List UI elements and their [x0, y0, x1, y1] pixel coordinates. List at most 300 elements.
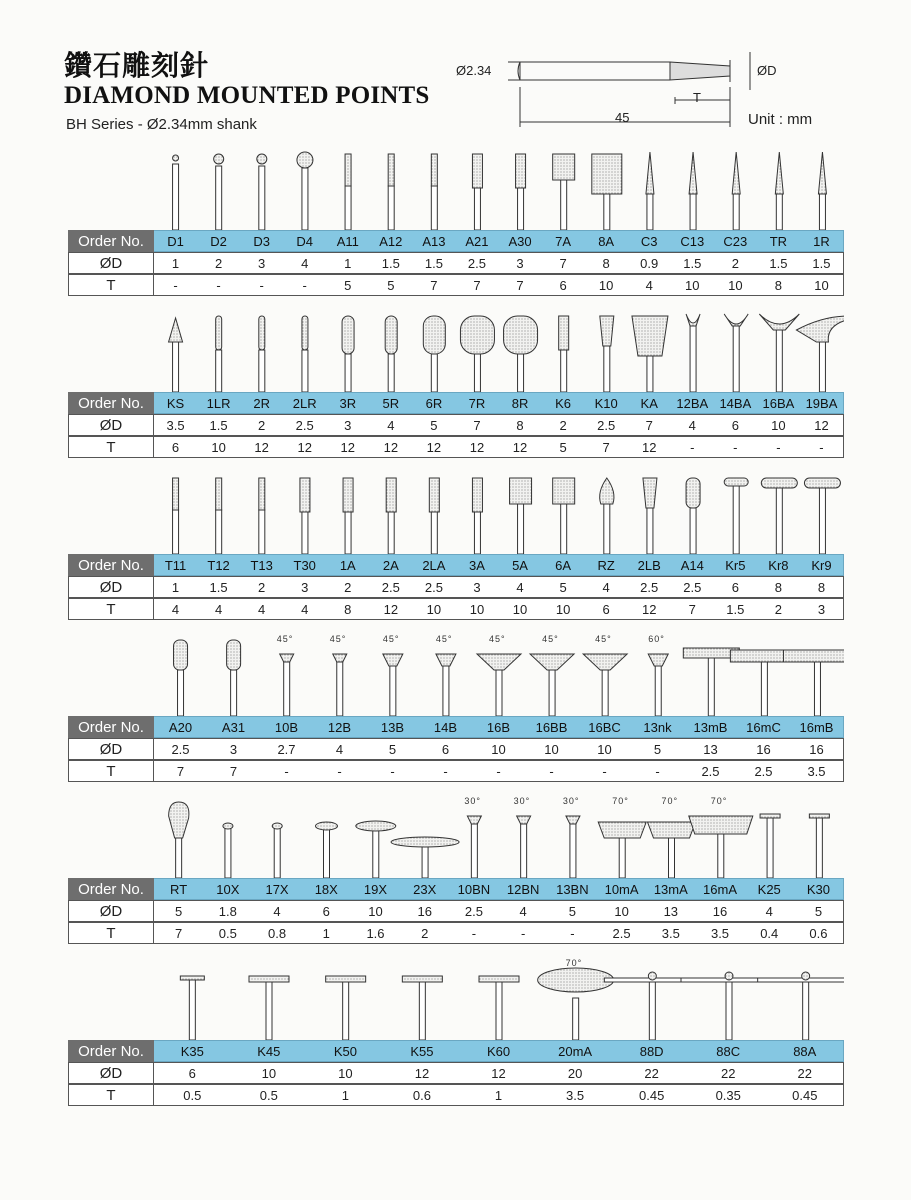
diameter-cell: 22 [797, 1065, 813, 1081]
diameter-cell: 8 [774, 579, 783, 595]
title-en: DIAMOND MOUNTED POINTS [64, 82, 430, 109]
diameter-cell: 1.5 [424, 255, 443, 271]
order-code-cell: 16mA [703, 881, 737, 897]
diameter-cell: 16 [712, 903, 728, 919]
thickness-cell: 0.4 [760, 925, 779, 941]
thickness-cell: 1 [322, 925, 330, 941]
thickness-cell: 5 [344, 277, 352, 293]
tool-drawing-D2 [214, 154, 224, 230]
tool-drawing-13B [383, 654, 403, 716]
thickness-cell: 7 [174, 925, 183, 941]
diameter-cell: 13 [703, 741, 718, 757]
order-code-cell: Kr5 [725, 557, 746, 573]
order-code-cell: 13BN [556, 881, 589, 897]
tool-drawing-D3 [257, 154, 267, 230]
thickness-cell: - [520, 925, 526, 941]
diameter-cell: 3 [473, 579, 481, 595]
thickness-cell: 7 [176, 763, 185, 779]
diameter-cell: 2.5 [295, 417, 314, 433]
order-code-cell: 13mB [693, 719, 728, 735]
diameter-cell: 2.5 [640, 579, 659, 595]
diameter-cell: 4 [301, 255, 309, 271]
diameter-cell: 5 [174, 903, 183, 919]
order-code-cell: A13 [422, 233, 446, 249]
diameter-cell: 12 [814, 417, 829, 433]
thickness-cell: - [216, 277, 221, 293]
tool-drawing-88A [758, 972, 844, 1040]
diameter-cell: 10 [491, 741, 506, 757]
thickness-cell: 12 [641, 439, 657, 455]
diameter-cell: 4 [519, 903, 527, 919]
tool-drawing-K50 [326, 976, 366, 1040]
diameter-cell: 2 [559, 417, 567, 433]
tool-drawing-16BB [530, 654, 574, 716]
order-code-cell: RT [170, 881, 188, 897]
diameter-row [68, 1062, 844, 1084]
order-code-cell: D3 [253, 233, 270, 249]
order-code-cell: 6R [425, 395, 443, 411]
thickness-cell: 6 [602, 601, 610, 617]
diameter-cell: 16 [756, 741, 771, 757]
thickness-cell: 12 [469, 439, 485, 455]
thickness-cell: 7 [430, 277, 438, 293]
tool-drawing-10X [223, 823, 233, 878]
order-code-cell: 19X [363, 881, 388, 897]
order-code-cell: 2A [382, 557, 399, 573]
product-section-1 [68, 150, 844, 296]
dimension-diagram [500, 42, 770, 132]
angle-label: 60° [648, 634, 665, 644]
order-row [68, 230, 844, 252]
diameter-row-label: ØD [68, 1062, 154, 1084]
thickness-row-label: T [68, 436, 154, 458]
thickness-cell: 12 [426, 439, 442, 455]
diameter-cell: 2 [258, 417, 266, 433]
order-row-label: Order No. [68, 392, 154, 414]
diameter-cell: 10 [368, 903, 383, 919]
order-code-cell: T11 [164, 557, 187, 573]
thickness-cell: 7 [688, 601, 696, 617]
order-code-cell: 7R [468, 395, 486, 411]
tool-drawing-TR [775, 152, 783, 230]
angle-label: 45° [276, 634, 294, 644]
diameter-cell: 12 [491, 1065, 506, 1081]
product-section-5 [68, 798, 844, 944]
thickness-cell: - [570, 925, 575, 941]
tool-drawing-A11 [345, 154, 351, 230]
diameter-cell: 10 [261, 1065, 277, 1081]
order-code-cell: 12B [327, 719, 352, 735]
diameter-cell: 4 [688, 417, 696, 433]
tool-drawing-6A [553, 478, 575, 554]
order-code-cell: 8A [598, 233, 615, 249]
order-code-cell: K60 [486, 1043, 511, 1059]
thickness-cell: 0.45 [792, 1087, 818, 1103]
thickness-cell: - [690, 439, 695, 455]
diameter-cell: 2.5 [683, 579, 702, 595]
tool-illustrations [68, 960, 844, 1040]
diameter-cell: 13 [663, 903, 679, 919]
diameter-cell: 1.5 [209, 417, 228, 433]
thickness-cell: - [602, 763, 607, 779]
diameter-cell: 5 [653, 741, 662, 757]
order-code-cell: 2LR [292, 395, 317, 411]
diameter-row [68, 900, 844, 922]
thickness-cell: - [819, 439, 824, 455]
order-code-cell: A30 [508, 233, 532, 249]
order-code-cell: 3A [469, 557, 485, 573]
diameter-row-label: ØD [68, 900, 154, 922]
order-code-cell: K50 [333, 1043, 357, 1059]
tool-drawing-T13 [259, 478, 265, 554]
diameter-cell: 2 [344, 579, 352, 595]
tool-drawing-20mA [538, 968, 614, 1040]
tool-drawing-K30 [809, 814, 829, 878]
thickness-cell: - [390, 763, 395, 779]
angle-label: 45° [489, 634, 506, 644]
thickness-cell: 4 [171, 601, 180, 617]
tool-drawing-2LR [302, 316, 308, 392]
diameter-row [68, 738, 844, 760]
thickness-row-label: T [68, 760, 154, 782]
order-code-cell: 5A [512, 557, 528, 573]
diameter-cell: 1.5 [769, 255, 788, 271]
order-code-cell: 88A [793, 1043, 817, 1059]
diameter-cell: 10 [597, 741, 612, 757]
thickness-cell: 12 [297, 439, 312, 455]
order-code-cell: C23 [723, 233, 748, 249]
tool-drawing-A12 [388, 154, 394, 230]
tool-drawing-A14 [686, 478, 700, 554]
order-code-cell: 1A [339, 557, 356, 573]
thickness-cell: - [471, 925, 477, 941]
thickness-row [68, 598, 844, 620]
order-code-cell: 2LA [422, 557, 446, 573]
diameter-cell: 1.5 [683, 255, 702, 271]
angle-label: 70° [710, 796, 728, 806]
order-code-cell: 19BA [805, 395, 838, 411]
diameter-cell: 1.5 [812, 255, 831, 271]
tool-illustrations [68, 798, 844, 878]
thickness-cell: 1 [341, 1087, 350, 1103]
order-code-cell: K55 [410, 1043, 434, 1059]
thickness-row [68, 436, 844, 458]
thickness-cell: 3.5 [566, 1087, 585, 1103]
diameter-cell: 5 [568, 903, 576, 919]
thickness-cell: 12 [383, 439, 399, 455]
diameter-cell: 22 [644, 1065, 659, 1081]
order-code-cell: D1 [167, 233, 184, 249]
order-code-cell: 88C [716, 1043, 741, 1059]
diameter-cell: 20 [567, 1065, 583, 1081]
thickness-cell: 10 [555, 601, 571, 617]
diameter-cell: 22 [720, 1065, 736, 1081]
tool-drawing-16BA [759, 314, 799, 392]
order-code-cell: T13 [250, 557, 273, 573]
order-code-cell: 10BN [457, 881, 491, 897]
diameter-cell: 8 [817, 579, 826, 595]
diameter-cell: 2.5 [464, 903, 483, 919]
tool-drawing-KS [169, 318, 183, 392]
tool-drawing-12B [333, 654, 347, 716]
diameter-cell: 6 [731, 417, 739, 433]
diameter-cell: 1 [344, 255, 352, 271]
diameter-cell: 2.5 [381, 579, 400, 595]
diameter-row [68, 252, 844, 274]
diameter-cell: 16 [809, 741, 824, 757]
thickness-cell: - [173, 277, 178, 293]
angle-label: 30° [513, 796, 531, 806]
dim-shank-label: Ø2.34 [456, 63, 492, 78]
thickness-cell: 5 [559, 439, 567, 455]
order-code-cell: D4 [296, 233, 314, 249]
thickness-cell: 0.45 [639, 1087, 665, 1103]
order-code-cell: RZ [597, 557, 615, 573]
order-code-cell: 16BB [535, 719, 568, 735]
tool-drawing-K55 [402, 976, 442, 1040]
diameter-cell: 4 [335, 741, 344, 757]
order-code-cell: 16BA [762, 395, 795, 411]
diameter-cell: 2.5 [597, 417, 616, 433]
thickness-cell: 10 [469, 601, 485, 617]
tool-drawing-8R [504, 316, 538, 392]
diameter-cell: 12 [414, 1065, 430, 1081]
thickness-row-label: T [68, 1084, 154, 1106]
tool-drawing-A13 [431, 154, 437, 230]
thickness-cell: - [655, 763, 660, 779]
thickness-cell: - [284, 763, 289, 779]
order-row-label: Order No. [68, 1040, 154, 1062]
order-code-cell: C13 [680, 233, 705, 249]
order-code-cell: C3 [640, 233, 658, 249]
order-code-cell: K35 [180, 1043, 204, 1059]
thickness-cell: 10 [685, 277, 700, 293]
thickness-cell: 0.6 [809, 925, 828, 941]
order-code-cell: K10 [594, 395, 618, 411]
dim-length-label: 45 [615, 110, 630, 125]
thickness-cell: 0.5 [259, 1087, 278, 1103]
angle-label: 70° [661, 796, 679, 806]
thickness-cell: 7 [229, 763, 238, 779]
tool-drawing-10BN [467, 816, 481, 878]
order-code-cell: 7A [555, 233, 572, 249]
thickness-cell: 6 [559, 277, 567, 293]
tool-drawing-K25 [760, 814, 780, 878]
order-code-cell: K25 [757, 881, 781, 897]
tool-drawing-7A [553, 154, 575, 230]
diameter-cell: 7 [645, 417, 653, 433]
diameter-cell: 1.5 [209, 579, 228, 595]
diameter-cell: 7 [473, 417, 481, 433]
tool-illustrations [68, 636, 844, 716]
thickness-cell: 0.6 [412, 1087, 431, 1103]
tool-drawing-1A [343, 478, 353, 554]
diameter-cell: 2.5 [424, 579, 443, 595]
thickness-cell: 7 [602, 439, 610, 455]
thickness-cell: 10 [512, 601, 528, 617]
diameter-cell: 8 [516, 417, 524, 433]
diameter-cell: 4 [602, 579, 610, 595]
diameter-cell: 6 [188, 1065, 196, 1081]
order-code-cell: 8R [511, 395, 529, 411]
thickness-cell: 3 [817, 601, 826, 617]
tool-illustrations [68, 312, 844, 392]
thickness-cell: 2.5 [612, 925, 631, 941]
diameter-cell: 1 [171, 579, 180, 595]
tool-drawing-19BA [796, 316, 844, 392]
diameter-row [68, 576, 844, 598]
unit-label: Unit : mm [748, 111, 813, 128]
tool-drawing-16B [477, 654, 521, 716]
thickness-cell: 7 [473, 277, 481, 293]
thickness-cell: 12 [340, 439, 356, 455]
tool-drawing-Kr8 [761, 478, 797, 554]
order-code-cell: 2R [253, 395, 270, 411]
order-code-cell: 1R [813, 233, 830, 249]
angle-label: 45° [595, 634, 612, 644]
diameter-cell: 1.8 [218, 903, 237, 919]
tool-drawing-14B [436, 654, 456, 716]
order-code-cell: 88D [639, 1043, 664, 1059]
diameter-cell: 6 [322, 903, 330, 919]
thickness-cell: 6 [171, 439, 180, 455]
diameter-cell: 5 [814, 903, 823, 919]
tool-drawing-1LR [216, 316, 222, 392]
order-code-cell: A20 [168, 719, 193, 735]
tool-drawing-K35 [180, 976, 204, 1040]
tool-drawing-10B [280, 654, 294, 716]
order-code-cell: 14BA [719, 395, 752, 411]
order-code-cell: 16BC [588, 719, 621, 735]
order-code-cell: TR [769, 233, 788, 249]
thickness-cell: 4 [214, 601, 223, 617]
thickness-cell: 2.5 [701, 763, 720, 779]
tool-drawing-12BN [517, 816, 531, 878]
tool-drawing-16mA [689, 816, 753, 878]
tool-drawing-A21 [472, 154, 482, 230]
diameter-cell: 7 [559, 255, 567, 271]
angle-label: 45° [542, 634, 559, 644]
angle-label: 70° [565, 958, 583, 968]
tool-drawing-7R [460, 316, 494, 392]
diameter-cell: 6 [731, 579, 739, 595]
tool-drawing-1R [818, 152, 826, 230]
tool-illustrations [68, 150, 844, 230]
thickness-cell: 2.5 [754, 763, 773, 779]
tool-drawing-C23 [732, 152, 740, 230]
order-code-cell: 20mA [558, 1043, 593, 1059]
order-code-cell: 6A [555, 557, 572, 573]
diameter-cell: 3 [516, 255, 524, 271]
diameter-cell: 10 [771, 417, 786, 433]
thickness-cell: 2 [774, 601, 783, 617]
diameter-cell: 8 [602, 255, 610, 271]
order-code-cell: 1LR [206, 395, 231, 411]
order-code-cell: K30 [806, 881, 831, 897]
diameter-cell: 2.5 [171, 741, 190, 757]
order-code-cell: T30 [293, 557, 316, 573]
order-code-cell: 16mB [799, 719, 834, 735]
product-section-4 [68, 636, 844, 782]
order-code-cell: 10X [216, 881, 240, 897]
diameter-cell: 5 [559, 579, 567, 595]
thickness-cell: 5 [387, 277, 395, 293]
tool-drawing-19X [356, 821, 396, 878]
tool-drawing-K10 [600, 316, 614, 392]
thickness-cell: 4 [645, 277, 653, 293]
thickness-row [68, 1084, 844, 1106]
order-row-label: Order No. [68, 554, 154, 576]
diameter-cell: 1 [171, 255, 180, 271]
diameter-cell: 4 [273, 903, 281, 919]
order-code-cell: A21 [465, 233, 489, 249]
tool-drawing-2A [386, 478, 396, 554]
thickness-row-label: T [68, 598, 154, 620]
order-code-cell: 10mA [604, 881, 639, 897]
order-code-cell: 5R [382, 395, 400, 411]
diameter-row-label: ØD [68, 252, 154, 274]
thickness-cell: 12 [383, 601, 399, 617]
tool-drawing-D4 [297, 152, 313, 230]
dim-head-label: ØD [757, 63, 777, 78]
tool-drawing-6R [423, 316, 445, 392]
tool-drawing-T30 [300, 478, 310, 554]
tool-drawing-13mA [648, 822, 696, 878]
thickness-cell: 3.5 [807, 763, 826, 779]
tool-drawing-RZ [600, 478, 614, 554]
thickness-cell: 10 [426, 601, 442, 617]
diameter-cell: 0.9 [640, 255, 659, 271]
angle-label: 45° [435, 634, 453, 644]
diameter-cell: 16 [417, 903, 432, 919]
thickness-cell: 10 [814, 277, 829, 293]
order-row [68, 716, 844, 738]
thickness-cell: 12 [641, 601, 657, 617]
thickness-cell: 8 [774, 277, 783, 293]
thickness-cell: 0.35 [715, 1087, 741, 1103]
thickness-cell: 4 [258, 601, 266, 617]
order-code-cell: KA [640, 395, 658, 411]
angle-label: 70° [612, 796, 629, 806]
tool-drawing-17X [272, 823, 282, 878]
thickness-row-label: T [68, 922, 154, 944]
product-section-3 [68, 474, 844, 620]
diameter-row [68, 414, 844, 436]
order-code-cell: K6 [555, 395, 572, 411]
diameter-cell: 3 [301, 579, 309, 595]
order-code-cell: A12 [379, 233, 403, 249]
order-code-cell: 14B [433, 719, 458, 735]
order-code-cell: KS [166, 395, 185, 411]
tool-drawing-A20 [174, 640, 188, 716]
tool-drawing-10mA [598, 822, 646, 878]
angle-label: 45° [382, 634, 400, 644]
tool-drawing-14BA [724, 314, 748, 392]
thickness-cell: 12 [512, 439, 528, 455]
diameter-cell: 2.7 [277, 741, 296, 757]
thickness-cell: - [733, 439, 738, 455]
order-code-cell: A31 [221, 719, 246, 735]
thickness-cell: 1.6 [366, 925, 385, 941]
tool-drawing-K6 [559, 316, 569, 392]
tool-drawing-16mB [783, 650, 844, 716]
thickness-cell: 0.5 [218, 925, 237, 941]
tool-drawing-T12 [216, 478, 222, 554]
thickness-cell: 1 [494, 1087, 503, 1103]
order-row-label: Order No. [68, 878, 154, 900]
angle-label: 30° [562, 796, 580, 806]
diameter-cell: 3 [229, 741, 238, 757]
